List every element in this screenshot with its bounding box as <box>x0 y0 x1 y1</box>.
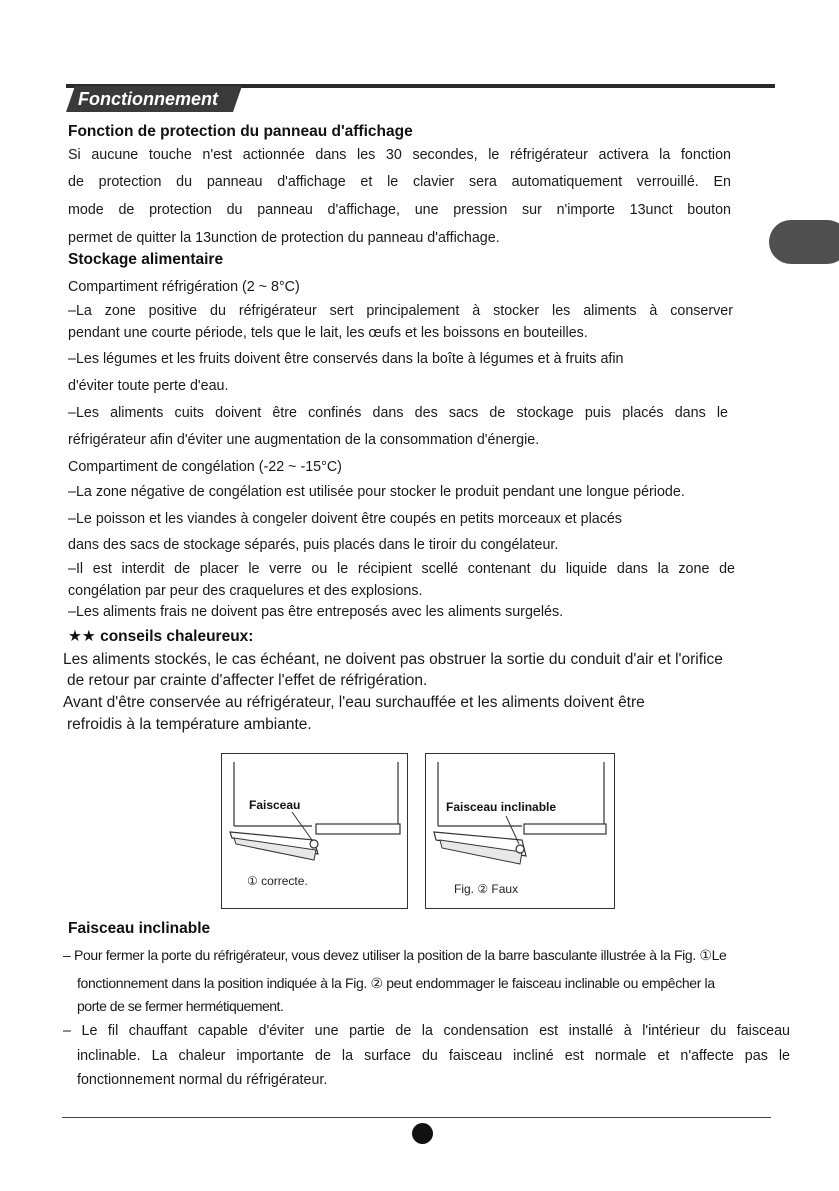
text-line: pendant une courte période, tels que le lait, les œufs et les boissons en bouteilles. <box>68 325 588 341</box>
figure-label: Faisceau <box>249 798 301 812</box>
tip-line: Avant d'être conservée au réfrigérateur, l'eau surchauffée et les aliments doivent être <box>63 694 645 711</box>
text-line: – Le fil chauffant capable d'éviter une partie de la condensation est installé à l'intérieur du faisceau <box>63 1023 790 1039</box>
tip-line: refroidis à la température ambiante. <box>67 716 312 733</box>
text-line: réfrigérateur afin d'éviter une augmentation de la consommation d'énergie. <box>68 432 540 448</box>
text-line: –Le poisson et les viandes à congeler doivent être coupés en petits morceaux et placés <box>68 511 622 527</box>
figure-correct <box>221 753 408 909</box>
section-heading-tilt-beam: Faisceau inclinable <box>68 920 211 937</box>
text-line: fonctionnement dans la position indiquée à la Fig. ② peut endommager le faisceau inclinable ou empêcher la <box>77 975 715 991</box>
text-line: –Les aliments cuits doivent être confinés dans des sacs de stockage puis placés dans le <box>68 405 728 421</box>
figure-incorrect <box>425 753 615 909</box>
figure-caption: ① correcte. <box>247 874 308 888</box>
text-line: d'éviter toute perte d'eau. <box>68 378 229 394</box>
text-line: Si aucune touche n'est actionnée dans les 30 secondes, le réfrigérateur activera la fonction <box>68 147 731 163</box>
text-line: Compartiment réfrigération (2 ~ 8°C) <box>68 279 300 295</box>
text-line: –Les aliments frais ne doivent pas être entreposés avec les aliments surgelés. <box>68 604 564 620</box>
section-heading-food-storage: Stockage alimentaire <box>68 251 224 268</box>
page-number-marker <box>412 1123 433 1144</box>
tips-heading: ★★ conseils chaleureux: <box>68 628 254 645</box>
text-line: permet de quitter la 13unction de protection du panneau d'affichage. <box>68 230 500 246</box>
text-line: –La zone positive du réfrigérateur sert principalement à stocker les aliments à conserver <box>68 303 733 319</box>
text-line: Compartiment de congélation (-22 ~ -15°C) <box>68 459 342 475</box>
text-line: de protection du panneau d'affichage et le clavier sera automatiquement verrouillé. En <box>68 174 731 190</box>
text-line: inclinable. La chaleur importante de la surface du faisceau incliné est normale et n'affecte pas le <box>77 1048 790 1064</box>
figure-caption: Fig. ② Faux <box>454 882 519 896</box>
text-line: – Pour fermer la porte du réfrigérateur, vous devez utiliser la position de la barre basculante illustrée à la Fig. ①Le <box>63 947 727 963</box>
text-line: –Les légumes et les fruits doivent être conservés dans la boîte à légumes et à fruits afin <box>68 351 624 367</box>
tip-line: de retour par crainte d'affecter l'effet de réfrigération. <box>67 672 428 689</box>
text-line: –La zone négative de congélation est utilisée pour stocker le produit pendant une longue période. <box>68 484 685 500</box>
section-heading-display-protection: Fonction de protection du panneau d'affichage <box>68 123 413 140</box>
side-tab-marker <box>769 220 839 264</box>
text-line: mode de protection du panneau d'affichage, une pression sur n'importe 13unct bouton <box>68 202 731 218</box>
text-line: –Il est interdit de placer le verre ou le récipient scellé contenant du liquide dans la zone de <box>68 561 735 577</box>
text-line: congélation par peur des craquelures et des explosions. <box>68 583 423 599</box>
footer-rule <box>62 1117 771 1118</box>
text-line: dans des sacs de stockage séparés, puis placés dans le tiroir du congélateur. <box>68 537 559 553</box>
figure-label: Faisceau inclinable <box>446 800 557 814</box>
tip-line: Les aliments stockés, le cas échéant, ne doivent pas obstruer la sortie du conduit d'air et l'orifice <box>63 651 723 668</box>
page-title: Fonctionnement <box>78 89 218 109</box>
text-line: porte de se fermer hermétiquement. <box>77 998 284 1014</box>
text-line: fonctionnement normal du réfrigérateur. <box>77 1072 328 1088</box>
